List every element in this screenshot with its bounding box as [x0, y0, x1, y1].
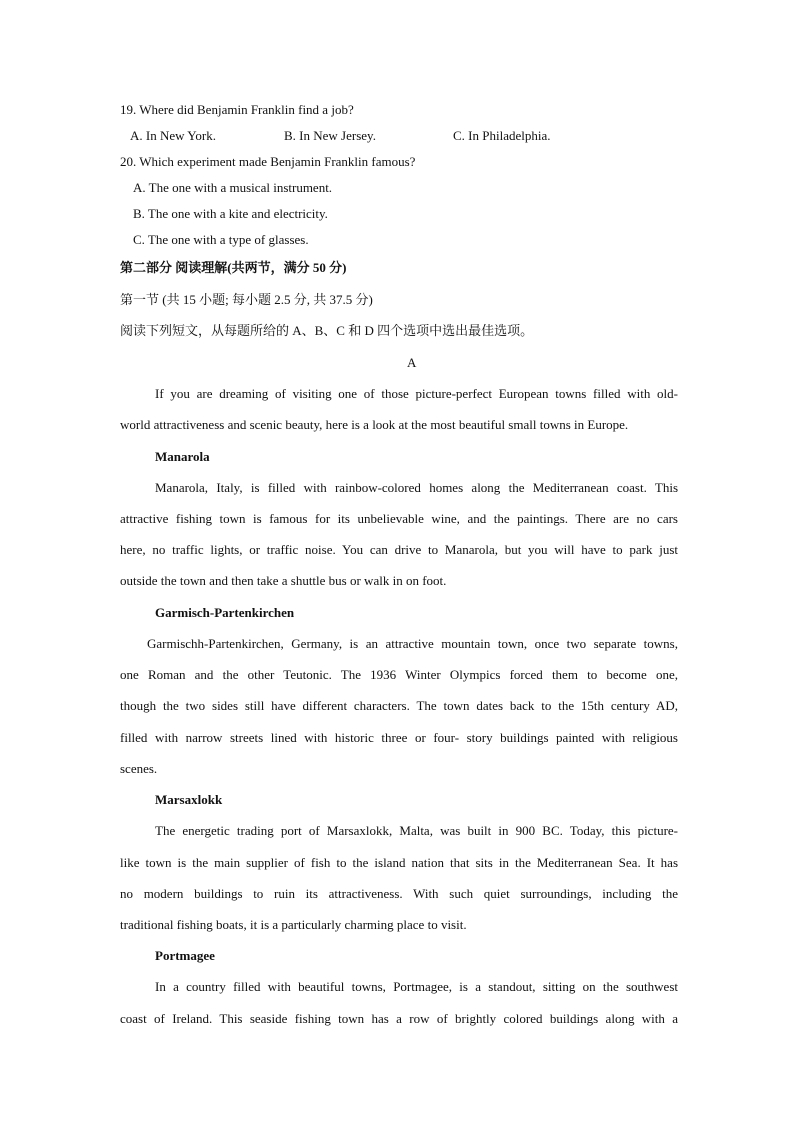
question-20: 20. Which experiment made Benjamin Franklin famous? — [120, 154, 416, 169]
part2-heading: 第二部分 阅读理解(共两节，满分 50 分) — [120, 260, 347, 275]
marsaxlokk-line-3: no modern buildings to ruin its attractiveness. With such quiet surroundings, including the — [120, 886, 678, 901]
section1-heading: 第一节 (共 15 小题; 每小题 2.5 分, 共 37.5 分) — [120, 292, 373, 307]
garmisch-line-4: filled with narrow streets lined with historic three or four- story buildings painted with religious — [120, 730, 678, 745]
garmisch-line-5: scenes. — [120, 761, 158, 776]
portmagee-line-2: coast of Ireland. This seaside fishing town has a row of brightly colored buildings along with a — [120, 1011, 678, 1026]
garmisch-line-3: though the two sides still have different characters. The town dates back to the 15th century AD, — [120, 698, 678, 713]
marsaxlokk-line-1: The energetic trading port of Marsaxlokk, Malta, was built in 900 BC. Today, this picture- — [155, 823, 678, 838]
portmagee-line-1: In a country filled with beautiful towns, Portmagee, is a standout, sitting on the southwest — [155, 979, 678, 994]
garmisch-title: Garmisch-Partenkirchen — [155, 605, 295, 620]
marsaxlokk-line-4: traditional fishing boats, it is a particularly charming place to visit. — [120, 917, 467, 932]
intro-line-1: If you are dreaming of visiting one of those picture-perfect European towns filled with old- — [155, 386, 678, 401]
portmagee-title: Portmagee — [155, 948, 215, 963]
q19-option-b: B. In New Jersey. — [284, 128, 376, 143]
q20-option-b: B. The one with a kite and electricity. — [133, 206, 328, 221]
q20-option-a: A. The one with a musical instrument. — [133, 180, 333, 195]
manarola-title: Manarola — [155, 449, 210, 464]
q20-option-c: C. The one with a type of glasses. — [133, 232, 309, 247]
garmisch-line-2: one Roman and the other Teutonic. The 1936 Winter Olympics forced them to become one, — [120, 667, 678, 682]
manarola-line-2: attractive fishing town is famous for its unbelievable wine, and the paintings. There are no cars — [120, 511, 678, 526]
passage-label: A — [407, 355, 417, 370]
marsaxlokk-title: Marsaxlokk — [155, 792, 223, 807]
reading-instruction: 阅读下列短文，从每题所给的 A、B、C 和 D 四个选项中选出最佳选项。 — [120, 323, 534, 338]
manarola-line-3: here, no traffic lights, or traffic noise. You can drive to Manarola, but you will have to park just — [120, 542, 678, 557]
manarola-line-4: outside the town and then take a shuttle bus or walk in on foot. — [120, 573, 447, 588]
marsaxlokk-line-2: like town is the main supplier of fish to the island nation that sits in the Mediterranean Sea. It has — [120, 855, 678, 870]
q19-option-a: A. In New York. — [130, 128, 216, 143]
garmisch-line-1: Garmischh-Partenkirchen, Germany, is an attractive mountain town, once two separate towns, — [147, 636, 678, 651]
question-19: 19. Where did Benjamin Franklin find a job? — [120, 102, 354, 117]
intro-line-2: world attractiveness and scenic beauty, here is a look at the most beautiful small towns in Europe. — [120, 417, 629, 432]
manarola-line-1: Manarola, Italy, is filled with rainbow-colored homes along the Mediterranean coast. This — [155, 480, 678, 495]
q19-option-c: C. In Philadelphia. — [453, 128, 551, 143]
